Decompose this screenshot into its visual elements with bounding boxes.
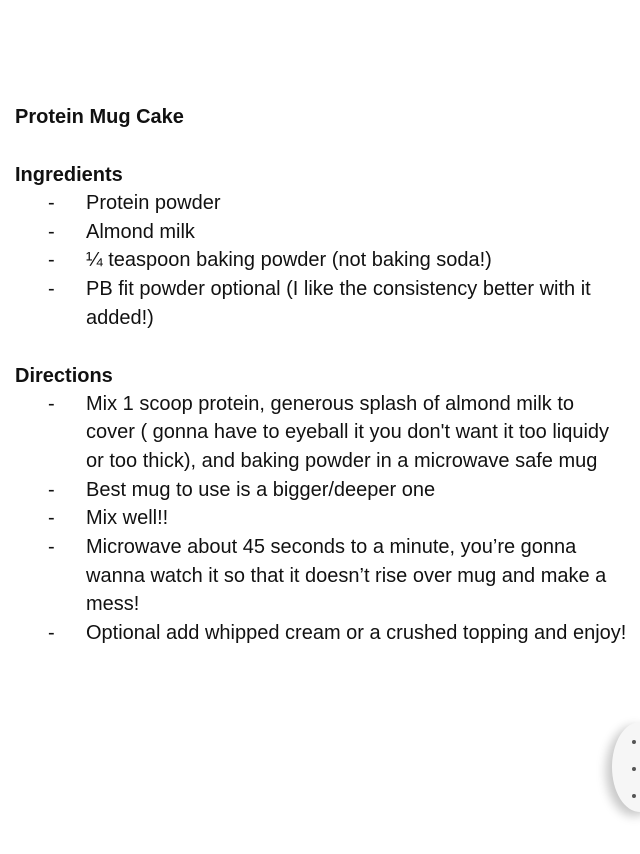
ingredient-item: - Protein powder bbox=[15, 189, 627, 218]
ingredient-item: - Almond milk bbox=[15, 218, 627, 247]
direction-step: - Mix well!! bbox=[15, 504, 627, 533]
directions-heading: Directions bbox=[15, 364, 113, 387]
directions-list bbox=[15, 390, 627, 648]
ingredient-item: - PB fit powder optional (I like the consistency better with it added!) bbox=[15, 275, 627, 332]
recipe-document bbox=[15, 103, 627, 677]
more-options-icon[interactable] bbox=[632, 740, 636, 798]
ingredient-item: - ¼ teaspoon baking powder (not baking soda!) bbox=[15, 246, 627, 275]
direction-step: - Mix 1 scoop protein, generous splash of almond milk to cover ( gonna have to eyeball it you don't want it too liquidy or too thick), and baking powder in a microwave safe mug bbox=[15, 390, 627, 476]
direction-step: - Optional add whipped cream or a crushed topping and enjoy! bbox=[15, 619, 627, 648]
ingredients-heading: Ingredients bbox=[15, 164, 123, 186]
ingredients-list bbox=[15, 189, 627, 333]
direction-step: - Microwave about 45 seconds to a minute, you’re gonna wanna watch it so that it doesn’t rise over mug and make a mess! bbox=[15, 533, 627, 619]
recipe-title: Protein Mug Cake bbox=[15, 106, 184, 128]
direction-step: - Best mug to use is a bigger/deeper one bbox=[15, 476, 627, 505]
